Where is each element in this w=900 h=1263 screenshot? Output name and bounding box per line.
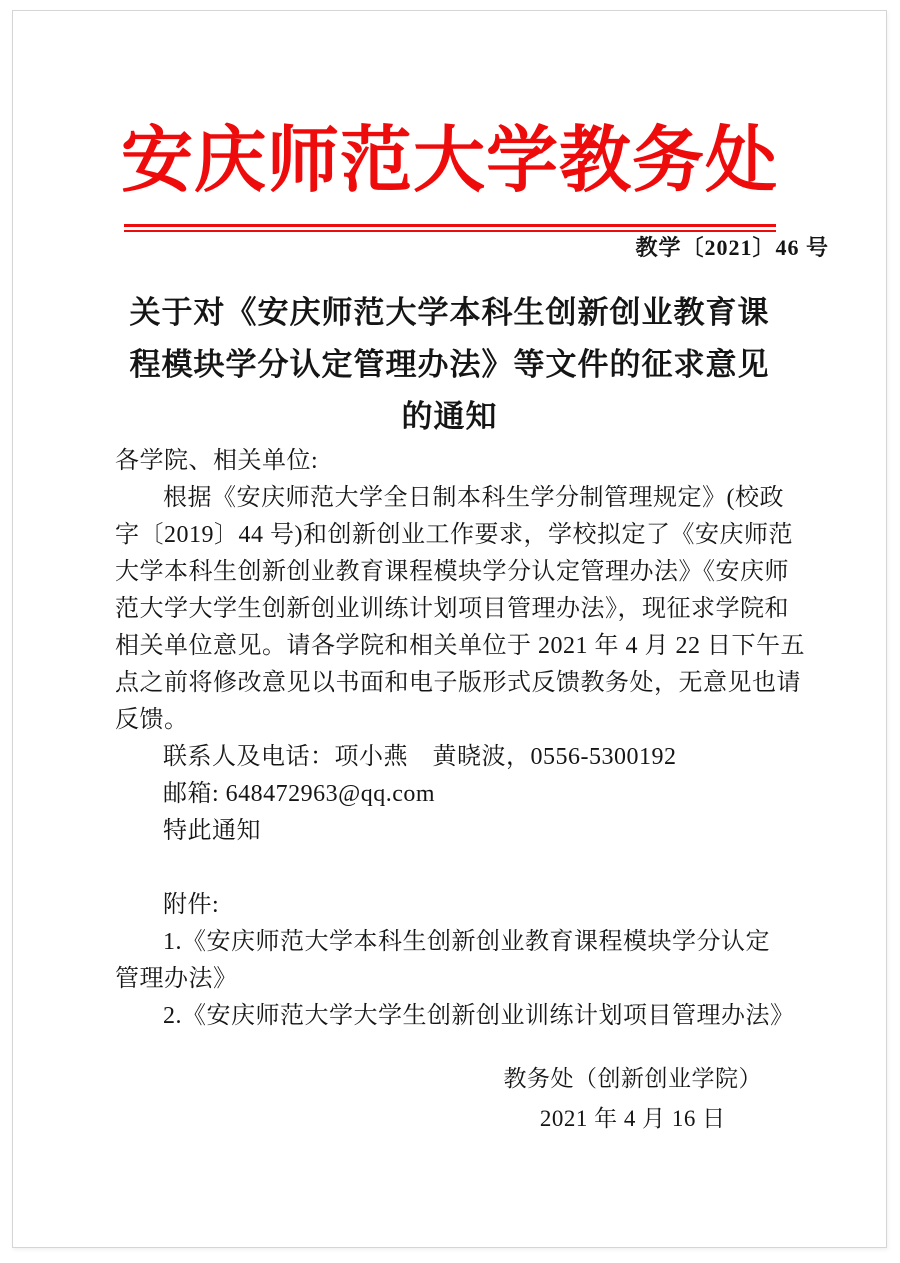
paragraph-line: 点之前将修改意见以书面和电子版形式反馈教务处，无意见也请 (115, 670, 801, 696)
paragraph-line: 大学本科生创新创业教育课程模块学分认定管理办法》《安庆师 (115, 559, 789, 585)
divider-thick-line (124, 224, 776, 227)
title-line: 的通知 (401, 399, 498, 434)
contact-line: 联系人及电话：项小燕 黄晓波，0556-5300192 (163, 744, 677, 770)
paragraph-line: 反馈。 (115, 707, 189, 733)
document-number: 教学〔2021〕46 号 (635, 235, 829, 260)
salutation: 各学院、相关单位: (115, 448, 319, 474)
paragraph-line: 范大学大学生创新创业训练计划项目管理办法》，现征求学院和 (115, 596, 789, 622)
signature-date: 2021 年 4 月 16 日 (539, 1106, 726, 1131)
document-page (12, 10, 887, 1248)
attachment-item: 1.《安庆师范大学本科生创新创业教育课程模块学分认定 (163, 929, 770, 955)
attachment-item-continuation: 管理办法》 (115, 966, 238, 992)
paragraph-line: 根据《安庆师范大学全日制本科生学分制管理规定》(校政 (163, 485, 784, 511)
paragraph-line: 相关单位意见。请各学院和相关单位于 2021 年 4 月 22 日下午五 (115, 633, 805, 659)
notice-line: 特此通知 (163, 818, 261, 844)
paragraph-line: 字〔2019〕44 号)和创新创业工作要求，学校拟定了《安庆师范 (115, 522, 793, 548)
letterhead-divider (124, 224, 776, 232)
attachment-item: 2.《安庆师范大学大学生创新创业训练计划项目管理办法》 (163, 1003, 795, 1029)
document-body (115, 443, 844, 1035)
title-line: 关于对《安庆师范大学本科生创新创业教育课 (129, 295, 770, 330)
signature-department: 教务处（创新创业学院） (503, 1066, 762, 1091)
title-line: 程模块学分认定管理办法》等文件的征求意见 (129, 347, 770, 382)
signature-block (504, 1059, 763, 1139)
document-title (13, 287, 886, 443)
attachments-label: 附件: (163, 892, 220, 918)
letterhead-issuer: 安庆师范大学教务处 (120, 121, 778, 201)
email-line: 邮箱: 648472963@qq.com (163, 781, 436, 807)
divider-thin-line (124, 230, 776, 232)
attachments-section (115, 887, 844, 1035)
